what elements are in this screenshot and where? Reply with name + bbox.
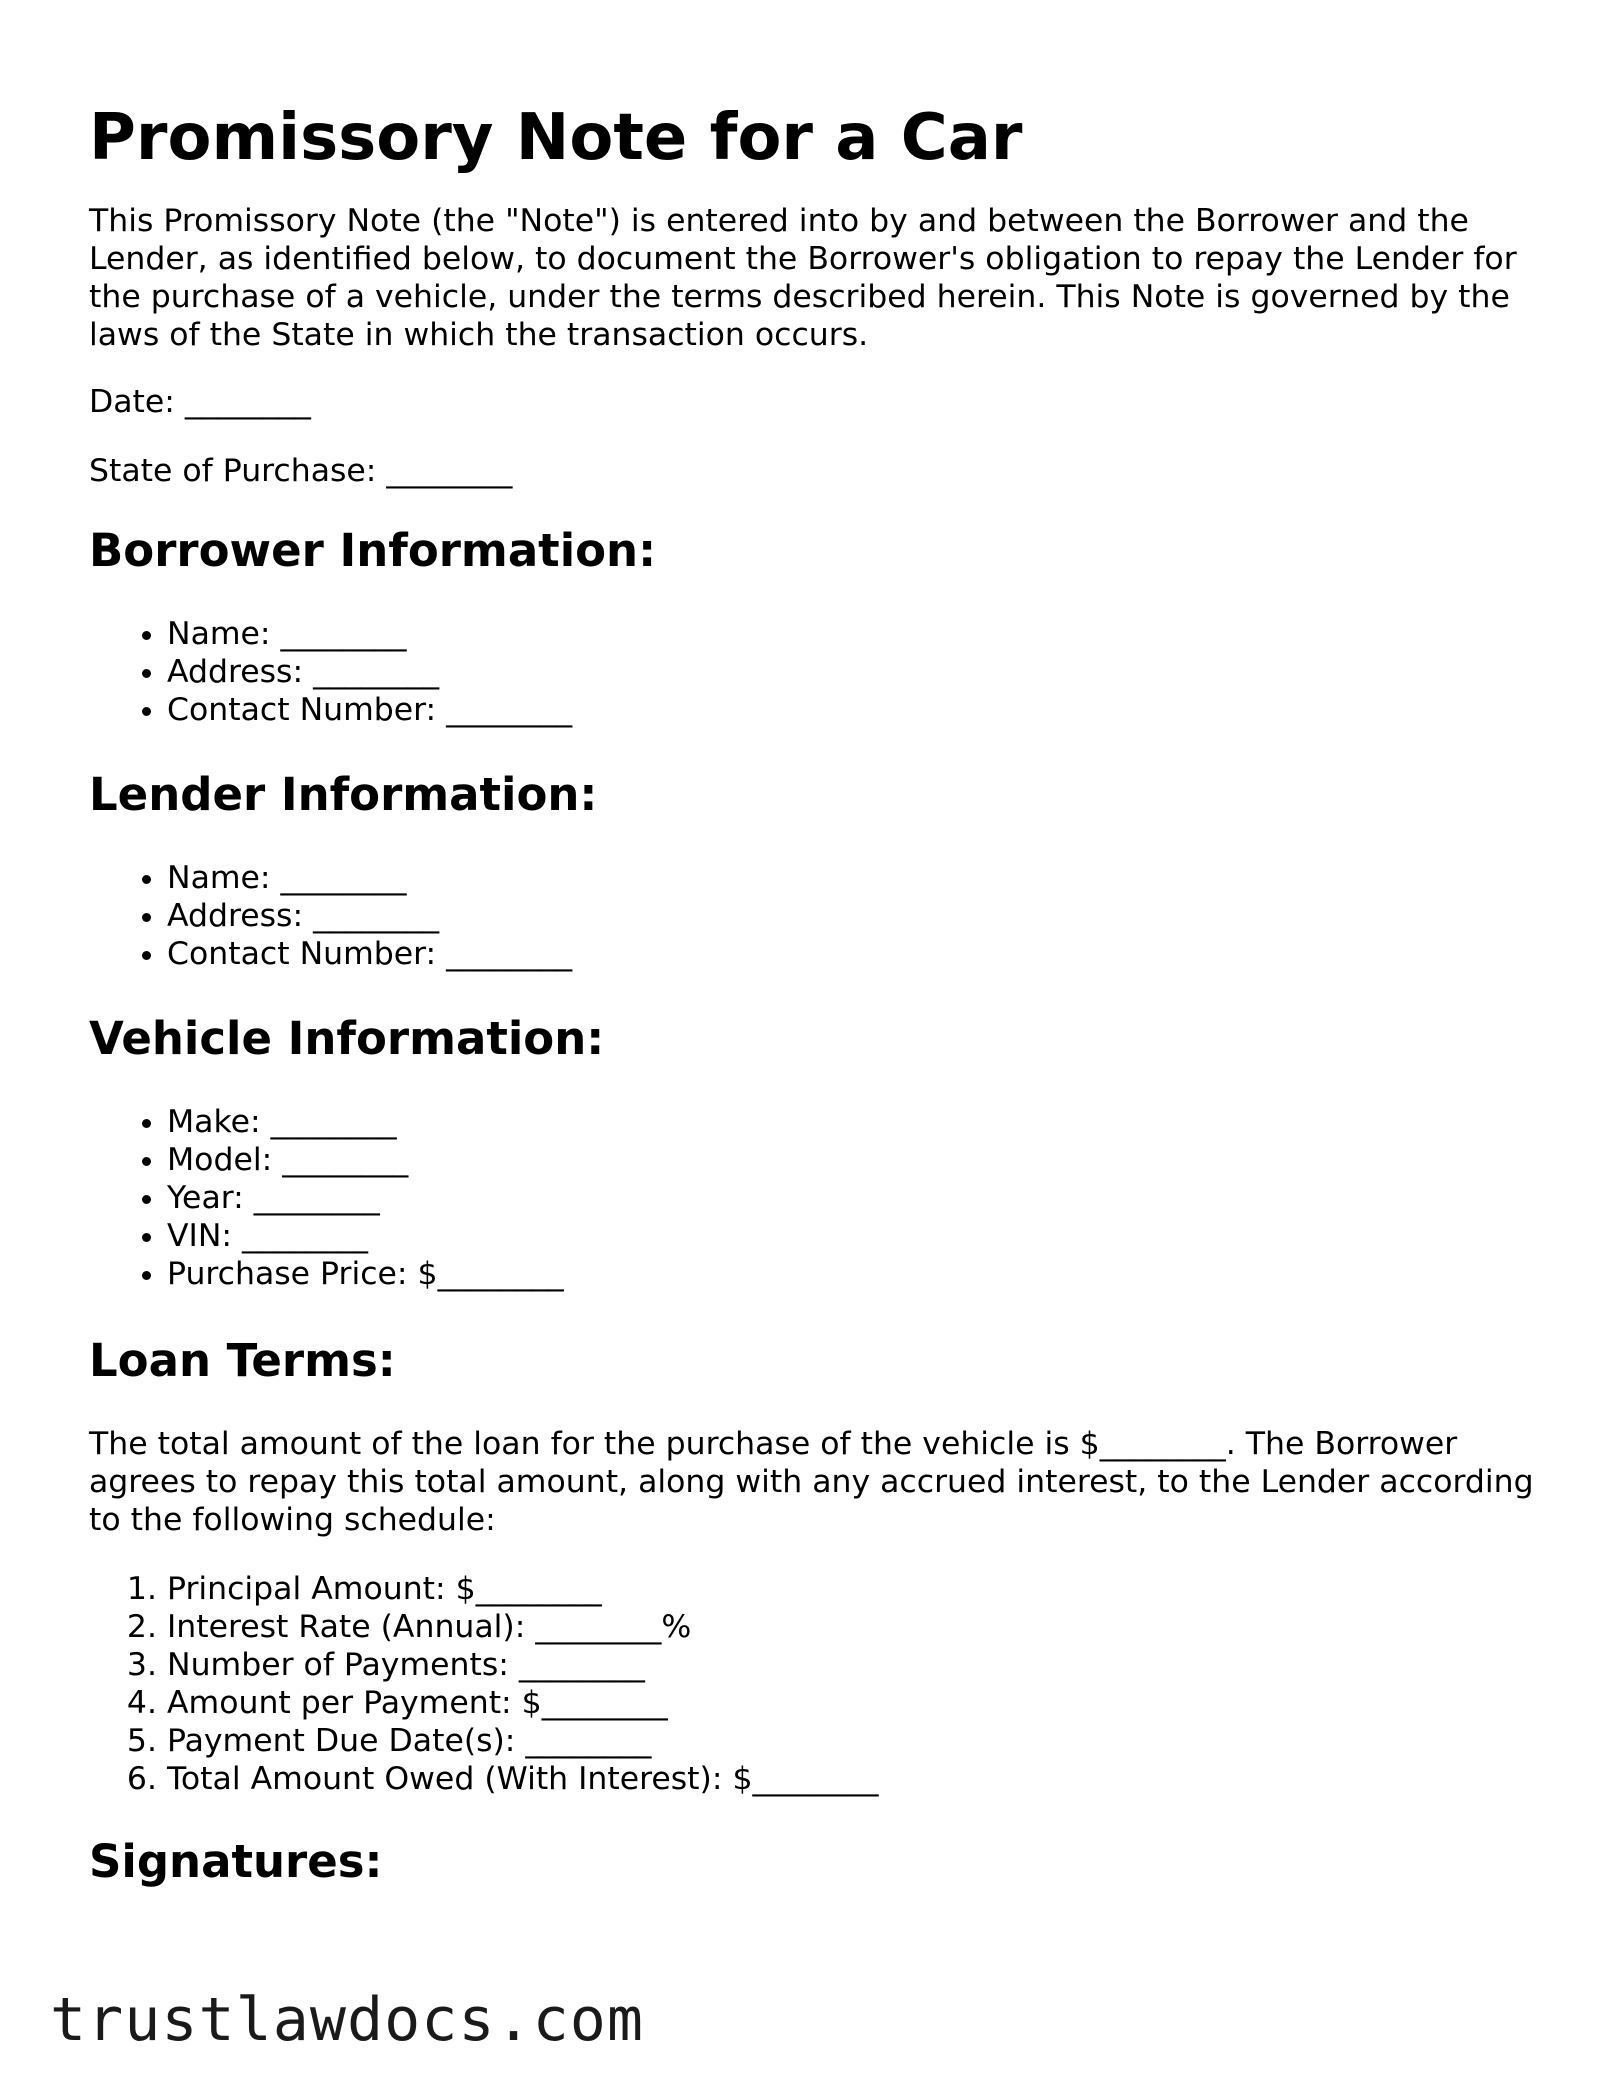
vehicle-make-field: • Make: ________ [167,1103,1539,1141]
document-page [89,100,1539,1889]
lender-list [89,859,1539,973]
amount-per-payment-field: 4. Amount per Payment: $________ [167,1684,1539,1722]
vehicle-model-field: • Model: ________ [167,1141,1539,1179]
lender-name-field: • Name: ________ [167,859,1539,897]
vehicle-year-field: • Year: ________ [167,1179,1539,1217]
lender-heading: Lender Information: [89,768,598,821]
state-of-purchase-field: State of Purchase: ________ [89,453,513,489]
total-amount-owed-field: 6. Total Amount Owed (With Interest): $________ [167,1760,1539,1798]
lender-address-field: • Address: ________ [167,897,1539,935]
vehicle-vin-field: • VIN: ________ [167,1217,1539,1255]
loan-schedule-list [89,1570,1539,1798]
loan-terms-heading: Loan Terms: [89,1334,396,1387]
borrower-heading: Borrower Information: [89,524,657,577]
vehicle-list [89,1103,1539,1293]
watermark-text: trustlawdocs.com [50,1985,644,2055]
payment-due-dates-field: 5. Payment Due Date(s): ________ [167,1722,1539,1760]
borrower-address-field: • Address: ________ [167,653,1539,691]
intro-paragraph: This Promissory Note (the "Note") is entered into by and between the Borrower and the Lender, as identified below, to document the Borrower's obligation to repay the Lender for the purchase of a vehicle, under the terms described herein. This Note is governed by the laws of the State in which the transaction occurs. [89,203,1517,353]
signatures-heading: Signatures: [89,1835,383,1888]
loan-terms-paragraph: The total amount of the loan for the purchase of the vehicle is $________. The Borrower agrees to repay this total amount, along with any accrued interest, to the Lender according to the following schedule: [89,1426,1534,1538]
document-title: Promissory Note for a Car [89,101,1023,175]
vehicle-price-field: • Purchase Price: $________ [167,1255,1539,1293]
principal-amount-field: 1. Principal Amount: $________ [167,1570,1539,1608]
borrower-list [89,615,1539,729]
date-field: Date: ________ [89,384,311,420]
number-of-payments-field: 3. Number of Payments: ________ [167,1646,1539,1684]
borrower-name-field: • Name: ________ [167,615,1539,653]
interest-rate-field: 2. Interest Rate (Annual): ________% [167,1608,1539,1646]
lender-contact-field: • Contact Number: ________ [167,935,1539,973]
vehicle-heading: Vehicle Information: [89,1012,605,1065]
borrower-contact-field: • Contact Number: ________ [167,691,1539,729]
